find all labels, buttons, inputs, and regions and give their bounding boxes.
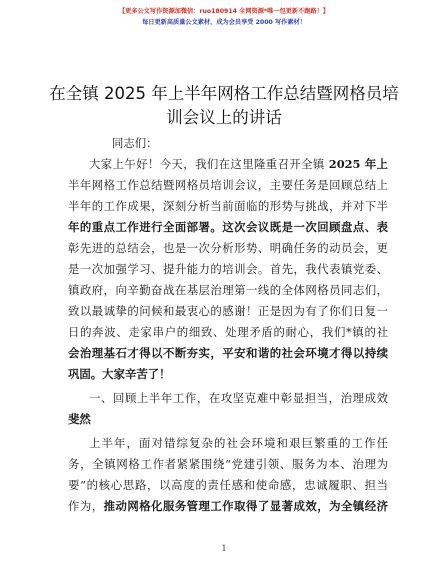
section-heading-1-line-2: 斐然 (68, 412, 91, 426)
paragraph-1-year: 2025 年上 (328, 157, 389, 171)
salutation: 同志们： (112, 136, 158, 150)
promo-banner-line-2: 每日更新高质量公文素材，成为会员享受 2000 写作素材！ (142, 19, 306, 26)
emphasis-text: 为全镇经济 (329, 499, 388, 513)
paragraph-1-line-2: 半年网格工作总结暨网格员培训会议，主要任务是回顾总结上 (68, 178, 388, 192)
paragraph-1-line-3: 半年的工作成果，深刻分析当前面临的形势与挑战，并对下半 (68, 199, 388, 213)
paragraph-1-line-7: 镇政府，向辛勤奋战在基层治理第一线的全体网格员同志们， (68, 283, 388, 297)
document-title-line-2: 训会议上的讲话 (166, 108, 282, 127)
emphasis-text: 平安和谐的社会环境才得以持续 (222, 346, 388, 360)
emphasis-text: 会治理基石才得以不断夯实， (68, 346, 223, 360)
paragraph-1-line-11: 巩固。大家辛苦了！ (68, 367, 171, 381)
emphasis-text: 年的重点工作进行全面部署。 (68, 220, 223, 234)
section-heading-1-line-1: 一、回顾上半年工作，在攻坚克难中彰显担当，治理成效 (89, 391, 388, 405)
paragraph-1-line-1 (89, 157, 388, 172)
paragraph-1-line-6: 是一次加强学习、提升能力的培训会。首先，我代表镇党委、 (68, 262, 388, 276)
promo-banner-line-1: 【更多公文写作资源加微信：ruo180914 全网资源*唯一包更新不跑路！】 (119, 8, 329, 15)
paragraph-2-line-1: 上半年，面对错综复杂的社会环境和艰巨繁重的工作任 (89, 436, 388, 450)
paragraph-2-line-3: 要”的核心思路，以高度的责任感和使命感，忠诚履职、担当 (68, 478, 388, 492)
emphasis-text: 这次会议既是一次回顾盘点、表 (222, 220, 388, 234)
paragraph-1-line-4 (68, 220, 388, 235)
paragraph-2-text: 作为， (68, 499, 104, 513)
paragraph-1-line-8: 致以最诚挚的问候和最衷心的感谢！正是因为有了你们日复一 (68, 304, 388, 318)
paragraph-1-line-5: 彰先进的总结会，也是一次分析形势、明确任务的动员会，更 (68, 241, 388, 255)
page-number: 1 (221, 544, 227, 553)
document-title (0, 82, 448, 130)
paragraph-1-line-9: 日的奔波、走家串户的细致、处理矛盾的耐心，我们*镇的社 (68, 325, 388, 339)
paragraph-2-line-2: 务，全镇网格工作者紧紧围绕“党建引领、服务为本、治理为 (68, 457, 388, 471)
document-title-line-1: 在全镇 2025 年上半年网格工作总结暨网格员培 (49, 84, 399, 103)
promo-banner (0, 6, 448, 28)
paragraph-1-text: 大家上午好！今天，我们在这里隆重召开全镇 (89, 157, 325, 171)
paragraph-1-line-10 (68, 346, 388, 361)
emphasis-text: 推动网格化服务管理工作取得了显著成效， (103, 499, 330, 513)
paragraph-2-line-4 (68, 499, 388, 514)
